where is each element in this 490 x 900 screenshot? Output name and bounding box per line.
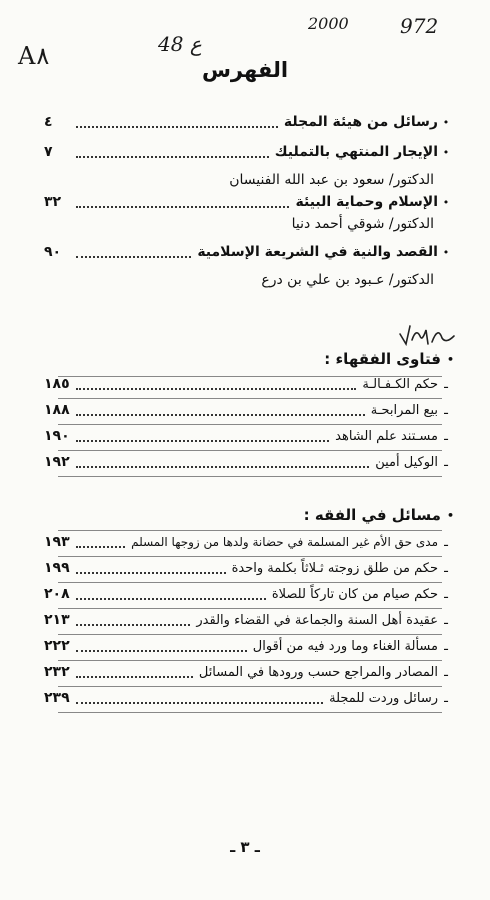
leader-dots [76, 466, 369, 468]
toc-entry[interactable] [44, 240, 454, 264]
toc-entry[interactable] [44, 190, 454, 214]
page-ref: ٤ [44, 114, 53, 130]
toc-entry[interactable] [44, 110, 454, 134]
dash-marker: ـ [444, 586, 448, 602]
toc-entry[interactable] [44, 634, 454, 658]
toc-entry[interactable] [44, 530, 454, 554]
page-ref: ٩٠ [44, 244, 62, 260]
toc-entry[interactable] [44, 398, 454, 422]
page-ref: ٢٠٨ [44, 586, 70, 602]
section-heading-text: مسائل في الفقه : [303, 506, 441, 524]
toc-entry[interactable] [44, 372, 454, 396]
toc-entry[interactable] [44, 450, 454, 474]
entry-title: الإيجار المنتهي بالتمليك [274, 144, 438, 160]
entry-title: بيع المرابحـة [370, 402, 438, 418]
leader-dots [76, 388, 356, 390]
page-ref: ٢١٣ [44, 612, 70, 628]
section-heading-fatawa [324, 350, 454, 368]
leader-dots [76, 156, 269, 158]
toc-entry[interactable] [44, 582, 454, 606]
entry-title: رسائل من هيئة المجلة [283, 114, 438, 130]
dash-marker: ـ [444, 612, 448, 628]
leader-dots [76, 256, 191, 258]
leader-dots [76, 546, 125, 548]
leader-dots [76, 676, 193, 678]
toc-entry[interactable] [44, 686, 454, 710]
dash-marker: ـ [444, 376, 448, 392]
bullet-icon: • [442, 195, 450, 209]
leader-dots [76, 126, 278, 128]
bullet-icon: • [446, 352, 454, 366]
page-ref: ١٩٢ [44, 454, 70, 470]
entry-title: القصد والنية في الشريعة الإسلامية [197, 244, 438, 260]
section-heading-masail [304, 506, 454, 524]
page-ref: ٢٣٩ [44, 690, 70, 706]
bullet-icon: • [442, 245, 450, 259]
entry-title: رسائل وردت للمجلة [329, 690, 438, 706]
handwritten-year: 2000 [308, 14, 349, 33]
dash-marker: ـ [444, 690, 448, 706]
entry-title: مسـتند علم الشاهد [335, 428, 438, 444]
leader-dots [76, 702, 323, 704]
page-ref: ١٩٠ [44, 428, 70, 444]
leader-dots [76, 624, 190, 626]
handwritten-number: 972 [400, 14, 439, 38]
page-ref: ٢٢٢ [44, 638, 70, 654]
dash-marker: ـ [444, 402, 448, 418]
dash-marker: ـ [444, 454, 448, 470]
toc-entry[interactable] [44, 140, 454, 164]
entry-title: حكم صيام من كان تاركاً للصلاة [271, 586, 438, 602]
leader-dots [76, 598, 266, 600]
entry-title: حكم الكـفـالـة [362, 376, 438, 392]
page-ref: ١٨٥ [44, 376, 70, 392]
toc-entry[interactable] [44, 660, 454, 684]
dash-marker: ـ [444, 428, 448, 444]
entry-title: حكم من طلق زوجته ثـلاثاً بكلمة واحدة [231, 560, 438, 576]
bullet-icon: • [446, 508, 454, 522]
row-divider [58, 476, 442, 477]
dash-marker: ـ [444, 560, 448, 576]
section-heading-text: فتاوى الفقهاء : [324, 350, 441, 368]
leader-dots [76, 206, 289, 208]
row-divider [58, 712, 442, 713]
page-ref: ٣٢ [44, 194, 62, 210]
toc-entry[interactable] [44, 608, 454, 632]
entry-title: الوكيل أمين [375, 454, 438, 470]
entry-author: الدكتور/ شوقي أحمد دنيا [291, 216, 434, 232]
page-ref: ١٨٨ [44, 402, 70, 418]
dash-marker: ـ [444, 534, 448, 550]
bullet-icon: • [442, 115, 450, 129]
page-title: الفهرس [201, 58, 289, 82]
page-number: ـ ٣ ـ [230, 838, 260, 856]
page-ref: ٢٣٢ [44, 664, 70, 680]
entry-author: الدكتور/ سعود بن عبد الله الفنيسان [229, 172, 434, 188]
leader-dots [76, 650, 247, 652]
page-ref: ١٩٣ [44, 534, 70, 550]
page-ref: ١٩٩ [44, 560, 70, 576]
entry-title: مدى حق الأم غير المسلمة في حضانة ولدها من زوجها المسلم [131, 535, 438, 549]
toc-entry[interactable] [44, 556, 454, 580]
entry-title: مسألة الغناء وما ورد فيه من أقوال [252, 638, 438, 654]
entry-title: المصادر والمراجع حسب ورودها في المسائل [198, 664, 438, 680]
entry-title: الإسلام وحماية البيئة [295, 194, 438, 210]
entry-title: عقيدة أهل السنة والجماعة في القضاء والقدر [196, 612, 438, 628]
handwritten-signature [398, 322, 456, 348]
leader-dots [76, 440, 329, 442]
page-ref: ٧ [44, 144, 53, 160]
dash-marker: ـ [444, 638, 448, 654]
handwritten-note-top-middle: 48 ع [158, 32, 202, 56]
dash-marker: ـ [444, 664, 448, 680]
handwritten-note-top-left: A٨ [18, 42, 50, 70]
entry-author: الدكتور/ عـبود بن علي بن درع [261, 272, 434, 288]
bullet-icon: • [442, 145, 450, 159]
leader-dots [76, 572, 226, 574]
toc-entry[interactable] [44, 424, 454, 448]
leader-dots [76, 414, 365, 416]
